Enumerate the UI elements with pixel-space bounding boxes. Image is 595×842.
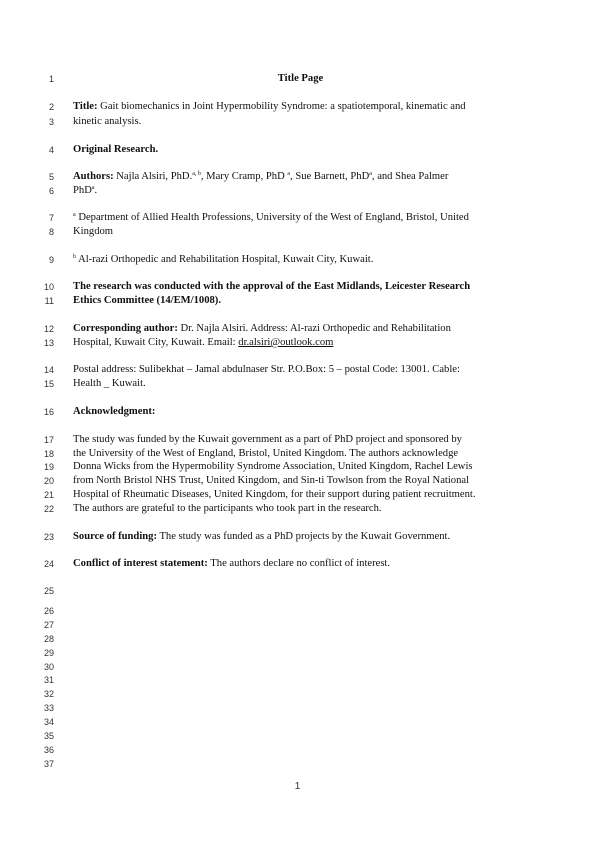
line-number: 2 (48, 102, 54, 112)
ethics-statement-line-2: Ethics Committee (14/EM/1008). (73, 295, 221, 306)
line-number: 17 (43, 435, 54, 445)
line-number: 1 (48, 74, 54, 84)
email-link[interactable]: dr.alsiri@outlook.com (238, 337, 334, 348)
affiliation-marker: a (91, 185, 95, 191)
line-number: 32 (43, 689, 54, 699)
line-number: 34 (43, 717, 54, 727)
line-number: 28 (43, 634, 54, 644)
author-text: , Mary Cramp, PhD (200, 171, 288, 182)
title-line-2: kinetic analysis. (73, 116, 142, 127)
line-number: 9 (48, 255, 54, 265)
line-number: 30 (43, 662, 54, 672)
page-number: 1 (294, 781, 301, 792)
line-number: 29 (43, 648, 54, 658)
line-number: 22 (43, 504, 54, 514)
title-label: Title: (73, 101, 98, 112)
author-end: . (94, 185, 98, 196)
article-type: Original Research. (73, 144, 159, 155)
line-number: 23 (43, 532, 54, 542)
postal-address: Postal address: Sulibekhat – Jamal abdulnaser Str. P.O.Box: 5 – postal Code: 13001. Cable: (73, 364, 460, 375)
line-number: 18 (43, 449, 54, 459)
line-number: 14 (43, 365, 54, 375)
line-number: 13 (43, 338, 54, 348)
line-number: 15 (43, 379, 54, 389)
authors-label: Authors: (73, 171, 114, 182)
line-number: 26 (43, 606, 54, 616)
line-number: 31 (43, 675, 54, 685)
line-number: 11 (44, 296, 54, 306)
line-number: 33 (43, 703, 54, 713)
affiliation-marker: a (73, 212, 76, 218)
acknowledgment-heading: Acknowledgment: (73, 406, 156, 417)
corresponding-author-line-2 (73, 337, 528, 349)
corresponding-label: Corresponding author: (73, 323, 178, 334)
line-number: 4 (48, 145, 54, 155)
author-text: , and Shea Palmer (371, 171, 449, 182)
acknowledgment-line: Hospital of Rheumatic Diseases, United Kingdom, for their support during patient recruitment. (73, 489, 476, 500)
funding-statement (73, 531, 528, 543)
line-number: 21 (43, 490, 54, 500)
page-heading: Title Page (277, 73, 324, 84)
affiliation-b (73, 254, 528, 266)
line-number: 36 (43, 745, 54, 755)
line-number: 25 (43, 586, 54, 596)
line-number: 5 (48, 172, 54, 182)
line-number: 3 (48, 117, 54, 127)
title-line (73, 101, 528, 113)
ethics-statement: The research was conducted with the approval of the East Midlands, Leicester Research (73, 281, 471, 292)
conflict-text: The authors declare no conflict of interest. (207, 558, 391, 569)
affiliation-marker: a (369, 171, 372, 177)
acknowledgment-line: The study was funded by the Kuwait government as a part of PhD project and sponsored by (73, 434, 462, 445)
line-number: 12 (43, 324, 54, 334)
line-number: 6 (48, 186, 54, 196)
title-text: Gait biomechanics in Joint Hypermobility Syndrome: a spatiotemporal, kinematic and (97, 101, 466, 112)
line-number: 19 (43, 462, 54, 472)
line-number: 24 (43, 559, 54, 569)
affiliation-marker: b (73, 254, 76, 260)
affiliation-text: Al-razi Orthopedic and Rehabilitation Hospital, Kuwait City, Kuwait. (76, 254, 374, 265)
line-number: 35 (43, 731, 54, 741)
acknowledgment-line: The authors are grateful to the participants who took part in the research. (73, 503, 382, 514)
acknowledgment-line: from North Bristol NHS Trust, United Kingdom, and Sin-ti Towlson from the Royal National (73, 475, 470, 486)
author-text: Najla Alsiri, PhD. (113, 171, 193, 182)
postal-address-line-2: Health _ Kuwait. (73, 378, 146, 389)
conflict-label: Conflict of interest statement: (73, 558, 208, 569)
line-number: 27 (43, 620, 54, 630)
affiliation-marker: a (287, 171, 291, 177)
acknowledgment-line: the University of the West of England, Bristol, United Kingdom. The authors acknowledge (73, 448, 459, 459)
affiliation-text: Department of Allied Health Professions, University of the West of England, Bristol, United (75, 212, 469, 223)
line-number: 20 (43, 476, 54, 486)
affiliation-a (73, 212, 528, 224)
author-text: PhD (73, 185, 92, 196)
line-number: 7 (48, 213, 54, 223)
corresponding-text: Hospital, Kuwait City, Kuwait. Email: (73, 337, 239, 348)
funding-text: The study was funded as a PhD projects by the Kuwait Government. (156, 531, 451, 542)
acknowledgment-line: Donna Wicks from the Hypermobility Syndrome Association, United Kingdom, Rachel Lewis (73, 461, 473, 472)
author-text: , Sue Barnett, PhD (290, 171, 370, 182)
authors-line (73, 171, 528, 183)
line-number: 10 (43, 282, 54, 292)
funding-label: Source of funding: (73, 531, 157, 542)
corresponding-text: Dr. Najla Alsiri. Address: Al-razi Orthopedic and Rehabilitation (177, 323, 451, 334)
affiliation-marker: a, b (192, 171, 201, 177)
line-number: 37 (43, 759, 54, 769)
corresponding-author (73, 323, 528, 335)
authors-line-2 (73, 185, 528, 197)
conflict-statement (73, 558, 528, 570)
affiliation-a-line-2: Kingdom (73, 226, 114, 237)
line-number: 16 (43, 407, 54, 417)
line-number: 8 (48, 227, 54, 237)
